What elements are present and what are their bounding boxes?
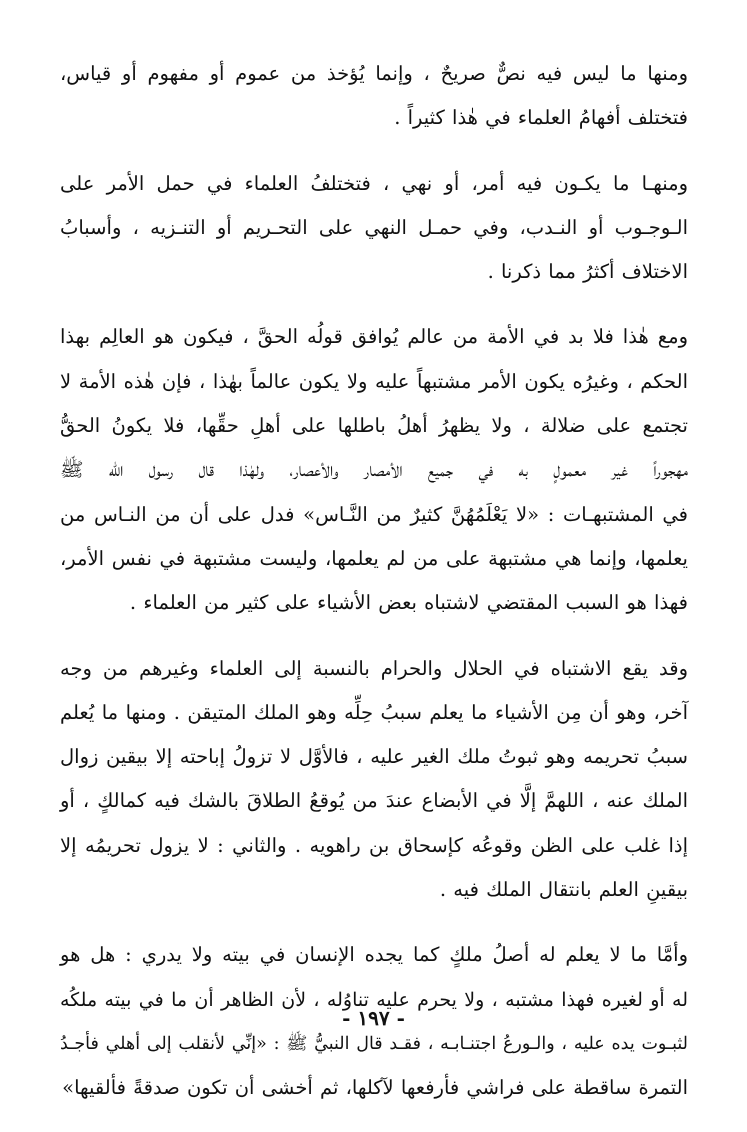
text-line: فهذا هو السبب المقتضي لاشتباه بعض الأشياء على كثير من العلماء . xyxy=(129,591,688,615)
text-line: فتختلف أفهامُ العلماء في هٰذا كثيراً . xyxy=(394,106,688,130)
paragraph-1 xyxy=(60,52,688,141)
text-line: التمرة ساقطة على فراشي فأرفعها لآكلها، ثم أخشى أن تكون صدقةً فألقيها» xyxy=(62,1076,688,1100)
text-line: إذا غلب على الظن وقوعُه كإسحاق بن راهويه . والثاني : لا يزول تحريمُه إلا xyxy=(60,833,688,857)
text-line: الملك عنه ، اللهمَّ إلَّا في الأبضاع عندَ من يُوقعُ الطلاقَ بالشك فيه كمالكٍ ، أو xyxy=(60,789,688,813)
text-line: تجتمع على ضلالة ، ولا يظهرُ أهلُ باطلها على أهلِ حقِّها، فلا يكونُ الحقُّ xyxy=(60,414,688,438)
page-body xyxy=(60,52,688,1132)
text-line: ومنها ما ليس فيه نصٌّ صريحٌ ، وإنما يُؤخذ من عموم أو مفهوم أو قياس، xyxy=(60,62,688,85)
text-line: وقد يقع الاشتباه في الحلال والحرام بالنسبة إلى العلماء وغيرهم من وجه xyxy=(60,656,688,680)
text-line: في المشتبهـات : «لا يَعْلَمُهُنَّ كثيرٌ من النَّـاس» فدل على أن من النـاس من xyxy=(60,502,688,526)
paragraph-2 xyxy=(60,162,688,295)
text-line: ومنهـا ما يكـون فيه أمر، أو نهي ، فتختلفُ العلماء في حمل الأمر على xyxy=(60,171,688,195)
paragraph-4 xyxy=(60,647,688,913)
text-line: الـوجـوب أو النـدب، وفي حمـل النهي على التحـريم أو التنـزيه ، وأسبابُ xyxy=(60,215,688,239)
text-line: يعلمها، وإنما هي مشتبهة على من لم يعلمها، وليست مشتبهة في نفس الأمر، xyxy=(60,546,688,570)
text-line: سببُ تحريمه وهو ثبوتُ ملك الغير عليه ، فالأوَّل لا تزولُ إباحته إلا بيقين زوال xyxy=(60,745,688,769)
text-line: آخر، وهو أن مِن الأشياء ما يعلم سببُ حِلِّه وهو الملك المتيقن . ومنها ما يُعلم xyxy=(60,700,688,724)
text-line: وأمَّا ما لا يعلم له أصلُ ملكٍ كما يجده الإنسان في بيته ولا يدري : هل هو xyxy=(60,943,688,967)
page-number: - ١٩٧ - xyxy=(342,1006,405,1030)
text-line: لثبـوت يده عليه ، والـورعُ اجتنـابـه ، فقـد قال النبيُّ ﷺ : «إنِّي لأنقلب إلى أهلي فأجـدُ xyxy=(60,1033,688,1054)
text-line: ومع هٰذا فلا بد في الأمة من عالم يُوافق قولُه الحقَّ ، فيكون هو العالِم بهذا xyxy=(60,325,688,349)
text-line: الحكم ، وغيرُه يكون الأمر مشتبهاً عليه ولا يكون عالماً بهٰذا ، فإن هٰذه الأمة لا xyxy=(60,369,688,393)
text-line: بيقينِ العلم بانتقال الملك فيه . xyxy=(439,878,688,902)
text-line: مهجوراً غير معمولٍ به في جميع الأمصار والأعصار، ولهٰذا قال رسول الله ﷺ xyxy=(60,458,688,482)
text-line: له أو لغيره فهذا مشتبه ، ولا يحرم عليه تناوُله ، لأن الظاهر أن ما في بيته ملكُه xyxy=(60,988,688,1011)
text-line: الاختلاف أكثرُ مما ذكرنا . xyxy=(487,260,688,284)
paragraph-3 xyxy=(60,315,688,625)
